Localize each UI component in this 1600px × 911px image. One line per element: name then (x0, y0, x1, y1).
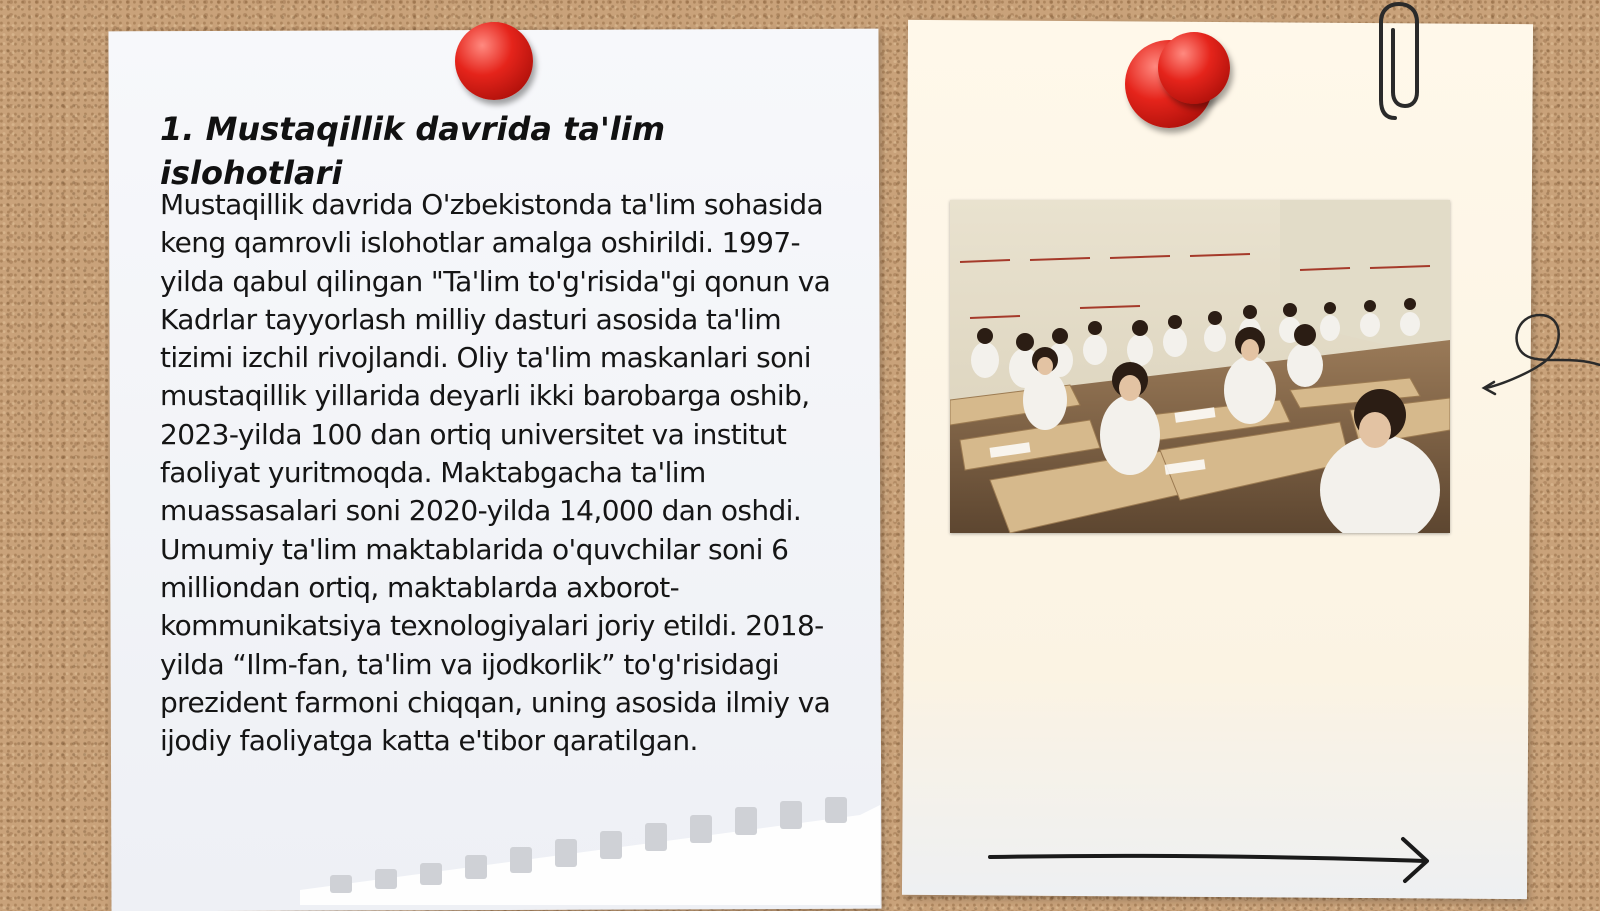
page-title: 1. Mustaqillik davrida ta'lim islohotlari (160, 110, 666, 192)
push-pin-icon (455, 22, 533, 100)
body-paragraph: Mustaqillik davrida O'zbekistonda ta'lim sohasida keng qamrovli islohotlar amalga oshirildi. 1997-yilda qabul qilingan "Ta'lim to'g'risida"gi qonun va Kadrlar tayyorlash milliy dasturi asosida ta'lim tizimi izchil rivojlandi. Oliy ta'lim maskanlari soni mustaqillik yillarida deyarli ikki barobarga oshib, 2023-yilda 100 dan ortiq universitet va institut faoliyat yuritmoqda. Maktabgacha ta'lim muassasalari soni 2020-yilda 14,000 dan oshdi. Umumiy ta'lim maktablarida o'quvchilar soni 6 milliondan ortiq, maktablarda axborot-kommunikatsiya texnologiyalari joriy etildi. 2018-yilda “Ilm-fan, ta'lim va ijodkorlik” to'g'risidagi prezident farmoni chiqqan, uning asosida ilmiy va ijodiy faoliyatga katta e'tibor qaratilgan. (160, 188, 831, 758)
swirl-arrow-doodle (1480, 310, 1600, 410)
push-pin-icon (1158, 32, 1230, 104)
arrow-right-icon (985, 835, 1445, 885)
classroom-photo (950, 200, 1450, 533)
torn-paper-edge (300, 795, 880, 905)
paper-clip-icon (1375, 0, 1425, 125)
